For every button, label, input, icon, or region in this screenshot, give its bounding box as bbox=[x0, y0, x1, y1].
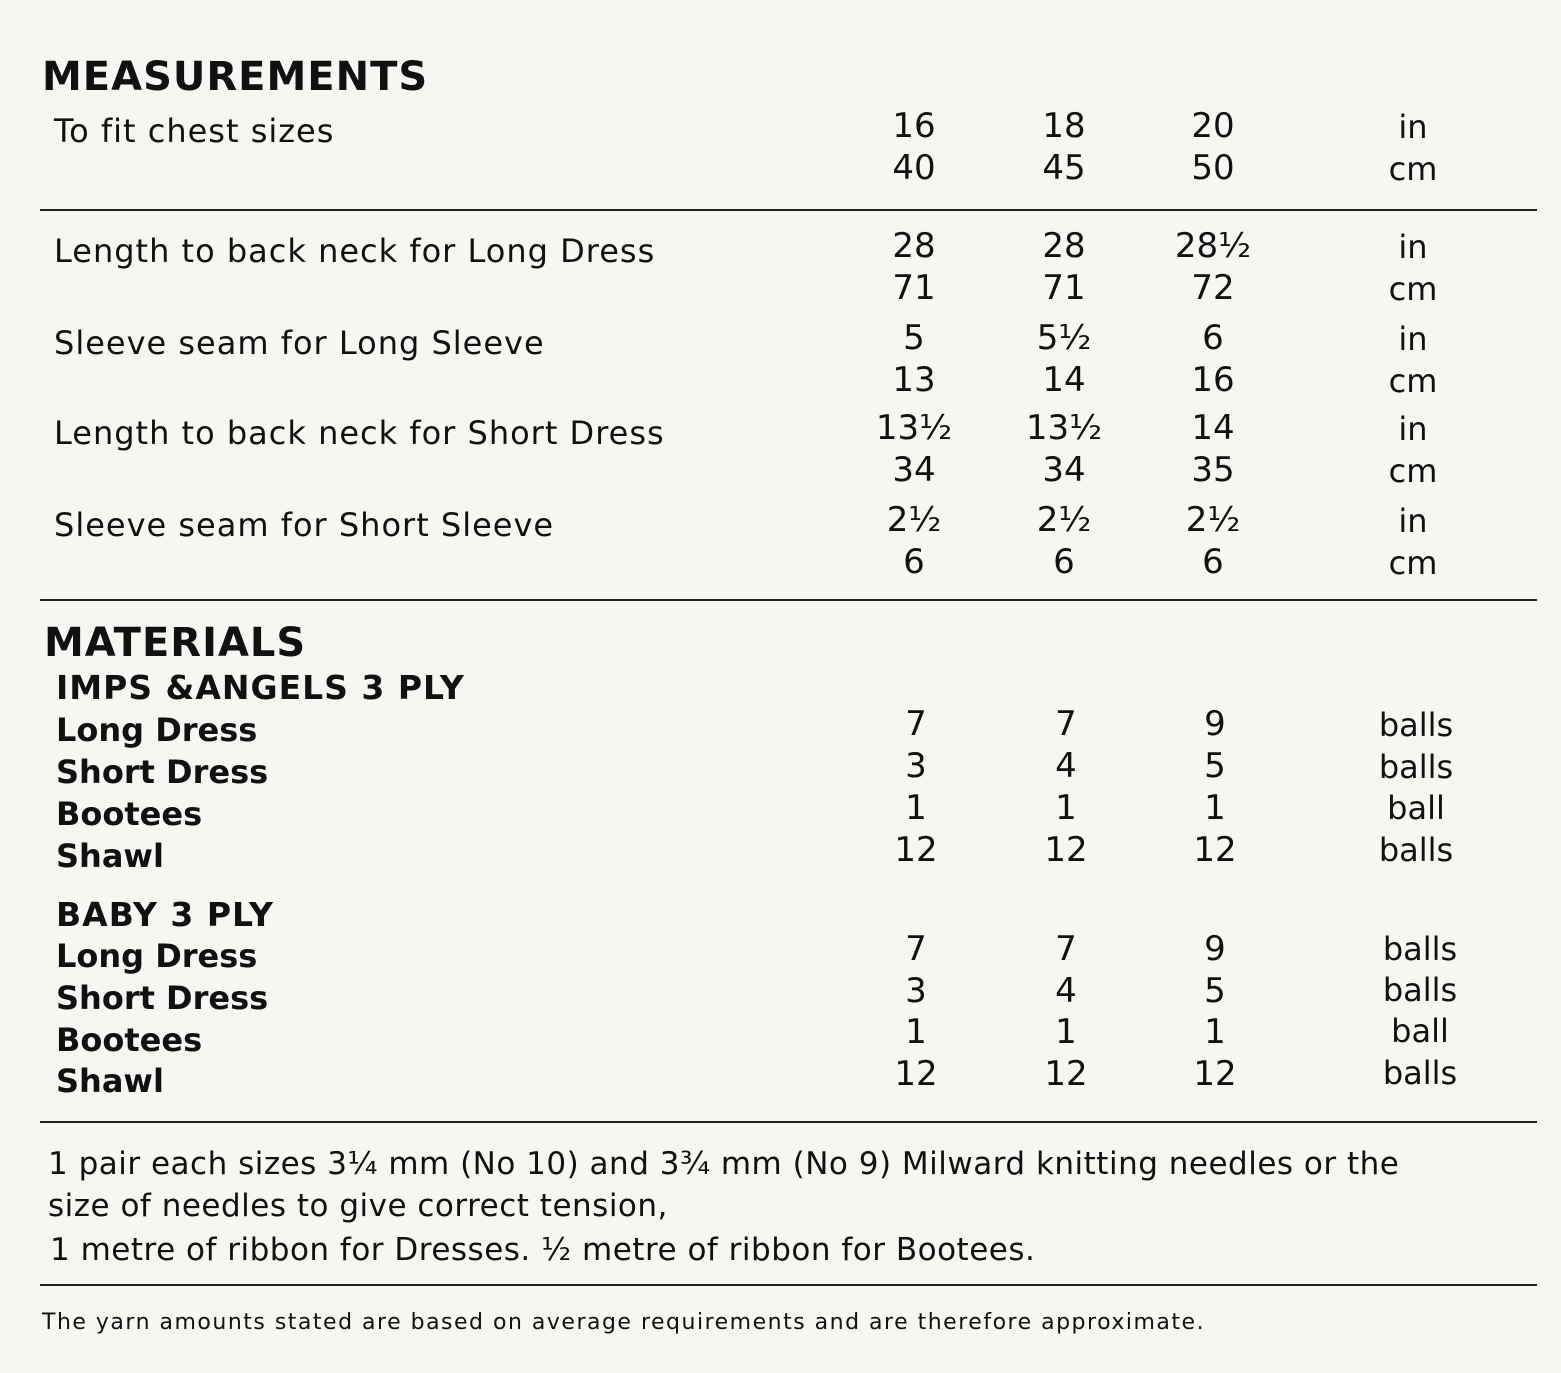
material-unit: balls bbox=[1378, 706, 1454, 744]
measurement-in-value: 6 bbox=[1202, 318, 1224, 358]
measurement-cm-value: 71 bbox=[892, 268, 936, 308]
measurement-in-value: 2½ bbox=[1036, 500, 1092, 540]
material-value: 1 bbox=[1204, 788, 1226, 828]
measurement-row-label: Length to back neck for Short Dress bbox=[54, 414, 665, 452]
unit-cm: cm bbox=[1388, 270, 1438, 308]
chest-unit-in: in bbox=[1398, 108, 1428, 146]
measurement-in-value: 14 bbox=[1191, 408, 1235, 448]
material-value: 5 bbox=[1204, 971, 1226, 1011]
chest-cm-2: 45 bbox=[1042, 148, 1086, 188]
material-value: 7 bbox=[905, 929, 927, 969]
material-item-label: Short Dress bbox=[56, 979, 269, 1017]
material-value: 7 bbox=[1055, 929, 1077, 969]
unit-cm: cm bbox=[1388, 452, 1438, 490]
unit-cm: cm bbox=[1388, 362, 1438, 400]
measurement-in-value: 2½ bbox=[1185, 500, 1241, 540]
material-value: 12 bbox=[1193, 1054, 1237, 1094]
material-value: 4 bbox=[1055, 971, 1077, 1011]
measurement-in-value: 13½ bbox=[1025, 408, 1103, 448]
unit-cm: cm bbox=[1388, 544, 1438, 582]
chest-cm-3: 50 bbox=[1191, 148, 1235, 188]
measurement-cm-value: 71 bbox=[1042, 268, 1086, 308]
material-unit: balls bbox=[1378, 831, 1454, 869]
material-item-label: Long Dress bbox=[56, 711, 258, 749]
measurement-in-value: 5½ bbox=[1036, 318, 1092, 358]
measurement-cm-value: 13 bbox=[892, 360, 936, 400]
yarn-group-name: IMPS &ANGELS 3 PLY bbox=[56, 668, 465, 707]
material-value: 9 bbox=[1204, 929, 1226, 969]
measurement-in-value: 28½ bbox=[1174, 226, 1252, 266]
materials-heading: MATERIALS bbox=[44, 620, 307, 666]
material-item-label: Short Dress bbox=[56, 753, 269, 791]
material-value: 12 bbox=[894, 1054, 938, 1094]
material-unit: balls bbox=[1382, 971, 1458, 1009]
material-value: 12 bbox=[894, 830, 938, 870]
unit-in: in bbox=[1398, 228, 1428, 266]
material-unit: ball bbox=[1391, 1012, 1449, 1050]
measurement-row-label: Sleeve seam for Long Sleeve bbox=[54, 324, 545, 362]
material-unit: balls bbox=[1382, 930, 1458, 968]
material-value: 4 bbox=[1055, 746, 1077, 786]
material-value: 1 bbox=[905, 788, 927, 828]
divider bbox=[40, 1284, 1537, 1286]
material-item-label: Shawl bbox=[56, 837, 164, 875]
material-value: 1 bbox=[1204, 1012, 1226, 1052]
measurement-cm-value: 34 bbox=[1042, 450, 1086, 490]
yarn-disclaimer: The yarn amounts stated are based on average requirements and are therefore approximate. bbox=[42, 1310, 1206, 1335]
chest-unit-cm: cm bbox=[1388, 150, 1438, 188]
needles-note-line2: size of needles to give correct tension, bbox=[48, 1188, 668, 1224]
measurement-in-value: 28 bbox=[892, 226, 936, 266]
material-item-label: Long Dress bbox=[56, 937, 258, 975]
unit-in: in bbox=[1398, 410, 1428, 448]
measurement-cm-value: 72 bbox=[1191, 268, 1235, 308]
material-value: 1 bbox=[1055, 788, 1077, 828]
needles-note-line1: 1 pair each sizes 3¼ mm (No 10) and 3¾ mm (No 9) Milward knitting needles or the bbox=[48, 1146, 1400, 1182]
material-unit: balls bbox=[1378, 748, 1454, 786]
material-value: 12 bbox=[1044, 1054, 1088, 1094]
chest-cm-1: 40 bbox=[892, 148, 936, 188]
measurement-cm-value: 14 bbox=[1042, 360, 1086, 400]
measurements-heading: MEASUREMENTS bbox=[42, 54, 429, 100]
divider bbox=[40, 209, 1537, 211]
yarn-group-name: BABY 3 PLY bbox=[56, 895, 274, 934]
measurement-cm-value: 16 bbox=[1191, 360, 1235, 400]
measurement-cm-value: 6 bbox=[1202, 542, 1224, 582]
measurement-in-value: 5 bbox=[903, 318, 925, 358]
divider bbox=[40, 1121, 1537, 1123]
material-item-label: Bootees bbox=[56, 1021, 203, 1059]
material-item-label: Shawl bbox=[56, 1062, 164, 1100]
material-value: 12 bbox=[1044, 830, 1088, 870]
measurement-row-label: Length to back neck for Long Dress bbox=[54, 232, 656, 270]
material-value: 9 bbox=[1204, 704, 1226, 744]
material-value: 1 bbox=[1055, 1012, 1077, 1052]
measurement-row-label: Sleeve seam for Short Sleeve bbox=[54, 506, 555, 544]
material-unit: ball bbox=[1387, 789, 1445, 827]
material-unit: balls bbox=[1382, 1054, 1458, 1092]
material-value: 5 bbox=[1204, 746, 1226, 786]
material-item-label: Bootees bbox=[56, 795, 203, 833]
material-value: 12 bbox=[1193, 830, 1237, 870]
material-value: 3 bbox=[905, 746, 927, 786]
measurement-in-value: 2½ bbox=[886, 500, 942, 540]
chest-in-1: 16 bbox=[892, 106, 936, 146]
material-value: 3 bbox=[905, 971, 927, 1011]
measurement-cm-value: 35 bbox=[1191, 450, 1235, 490]
measurement-cm-value: 6 bbox=[903, 542, 925, 582]
material-value: 1 bbox=[905, 1012, 927, 1052]
measurement-in-value: 13½ bbox=[875, 408, 953, 448]
ribbon-note: 1 metre of ribbon for Dresses. ½ metre of ribbon for Bootees. bbox=[50, 1232, 1036, 1268]
chest-in-3: 20 bbox=[1191, 106, 1235, 146]
chest-size-label: To fit chest sizes bbox=[54, 112, 335, 150]
material-value: 7 bbox=[905, 704, 927, 744]
measurement-cm-value: 34 bbox=[892, 450, 936, 490]
material-value: 7 bbox=[1055, 704, 1077, 744]
unit-in: in bbox=[1398, 502, 1428, 540]
unit-in: in bbox=[1398, 320, 1428, 358]
measurement-in-value: 28 bbox=[1042, 226, 1086, 266]
chest-in-2: 18 bbox=[1042, 106, 1086, 146]
measurement-cm-value: 6 bbox=[1053, 542, 1075, 582]
divider bbox=[40, 599, 1537, 601]
